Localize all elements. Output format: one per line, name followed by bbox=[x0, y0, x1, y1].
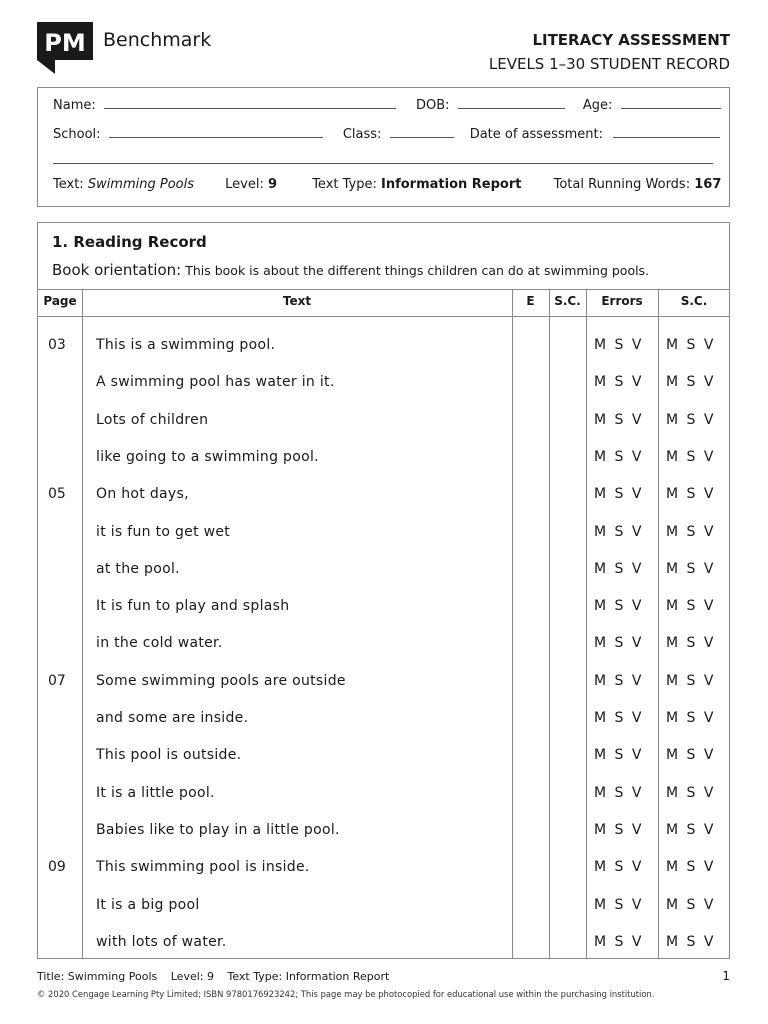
sc-msv[interactable]: M S V bbox=[666, 411, 714, 428]
copyright: © 2020 Cengage Learning Pty Limited; ISBN 9780176923242; This page may be photocopied for educational use within the purchasing institution. bbox=[37, 989, 655, 999]
text-cell: On hot days, bbox=[96, 486, 189, 503]
sc-msv[interactable]: M S V bbox=[666, 896, 714, 913]
page-title: LITERACY ASSESSMENT bbox=[532, 31, 730, 49]
name-label: Name: bbox=[53, 98, 96, 113]
errors-msv[interactable]: M S V bbox=[594, 448, 642, 465]
errors-msv[interactable]: M S V bbox=[594, 598, 642, 615]
text-cell: in the cold water. bbox=[96, 635, 223, 652]
table-row bbox=[38, 673, 729, 710]
errors-msv[interactable]: M S V bbox=[594, 411, 642, 428]
dob-label: DOB: bbox=[416, 98, 450, 113]
table-row bbox=[38, 747, 729, 784]
sc-msv[interactable]: M S V bbox=[666, 374, 714, 391]
school-label: School: bbox=[53, 127, 101, 142]
errors-msv[interactable]: M S V bbox=[594, 635, 642, 652]
errors-msv[interactable]: M S V bbox=[594, 784, 642, 801]
orientation-label: Book orientation: bbox=[52, 261, 182, 279]
table-row bbox=[38, 710, 729, 747]
sc-msv[interactable]: M S V bbox=[666, 448, 714, 465]
text-cell: Babies like to play in a little pool. bbox=[96, 821, 340, 838]
orientation-text: This book is about the different things children can do at swimming pools. bbox=[185, 263, 650, 278]
pm-logo-icon bbox=[37, 22, 93, 74]
info-row-1 bbox=[53, 96, 714, 113]
sc-msv[interactable]: M S V bbox=[666, 672, 714, 689]
errors-msv[interactable]: M S V bbox=[594, 859, 642, 876]
page-number: 1 bbox=[722, 969, 730, 983]
sc-msv[interactable]: M S V bbox=[666, 821, 714, 838]
errors-msv[interactable]: M S V bbox=[594, 486, 642, 503]
table-row bbox=[38, 524, 729, 561]
text-cell: A swimming pool has water in it. bbox=[96, 374, 335, 391]
date-label: Date of assessment: bbox=[469, 127, 604, 142]
col-sc: S.C. bbox=[554, 294, 581, 308]
sc-msv[interactable]: M S V bbox=[666, 710, 714, 726]
col-sc-msv: S.C. bbox=[680, 294, 708, 308]
text-cell: Lots of children bbox=[96, 411, 209, 428]
type-label: Text Type: bbox=[312, 177, 377, 192]
sc-msv[interactable]: M S V bbox=[666, 747, 714, 764]
class-label: Class: bbox=[342, 127, 382, 142]
reading-record-box bbox=[37, 222, 730, 959]
page-number-cell: 05 bbox=[48, 486, 66, 503]
col-page: Page bbox=[43, 294, 77, 308]
table-row bbox=[38, 412, 729, 449]
errors-msv[interactable]: M S V bbox=[594, 560, 642, 577]
book-orientation bbox=[52, 261, 649, 279]
errors-msv[interactable]: M S V bbox=[594, 523, 642, 540]
dob-field[interactable] bbox=[458, 96, 565, 109]
text-cell: It is a big pool bbox=[96, 896, 200, 913]
errors-msv[interactable]: M S V bbox=[594, 710, 642, 726]
table-row bbox=[38, 486, 729, 523]
school-field[interactable] bbox=[109, 125, 323, 138]
sc-msv[interactable]: M S V bbox=[666, 859, 714, 876]
col-errors: Errors bbox=[601, 294, 643, 308]
sc-msv[interactable]: M S V bbox=[666, 933, 714, 950]
page-number-cell: 09 bbox=[48, 859, 66, 876]
footer-level: Level: 9 bbox=[170, 970, 214, 983]
table-row bbox=[38, 859, 729, 896]
table-row bbox=[38, 635, 729, 672]
info-row-2 bbox=[53, 125, 714, 142]
footer-type: Text Type: Information Report bbox=[227, 970, 390, 983]
table-row bbox=[38, 598, 729, 635]
sc-msv[interactable]: M S V bbox=[666, 523, 714, 540]
page-number-cell: 03 bbox=[48, 337, 66, 353]
errors-msv[interactable]: M S V bbox=[594, 896, 642, 913]
text-cell: it is fun to get wet bbox=[96, 523, 231, 540]
age-field[interactable] bbox=[621, 96, 721, 109]
class-field[interactable] bbox=[390, 125, 454, 138]
table-row bbox=[38, 337, 729, 374]
info-row-3 bbox=[53, 177, 722, 192]
text-cell: It is fun to play and splash bbox=[96, 598, 290, 615]
divider-line bbox=[53, 163, 713, 164]
sc-msv[interactable]: M S V bbox=[666, 337, 714, 353]
errors-msv[interactable]: M S V bbox=[594, 672, 642, 689]
table-row bbox=[38, 934, 729, 971]
text-value: Swimming Pools bbox=[87, 177, 195, 192]
footer-title: Title: Swimming Pools bbox=[37, 970, 158, 983]
text-cell: with lots of water. bbox=[96, 933, 227, 950]
student-info-box bbox=[37, 87, 730, 207]
words-value: 167 bbox=[694, 177, 722, 192]
text-cell: It is a little pool. bbox=[96, 784, 215, 801]
table-row bbox=[38, 785, 729, 822]
footer-info bbox=[37, 970, 399, 983]
col-e: E bbox=[526, 294, 535, 308]
errors-msv[interactable]: M S V bbox=[594, 374, 642, 391]
sc-msv[interactable]: M S V bbox=[666, 486, 714, 503]
level-value: 9 bbox=[268, 177, 278, 192]
table-row bbox=[38, 897, 729, 934]
text-cell: and some are inside. bbox=[96, 710, 249, 726]
text-cell: This swimming pool is inside. bbox=[96, 859, 310, 876]
page-subtitle: LEVELS 1–30 STUDENT RECORD bbox=[488, 55, 730, 73]
errors-msv[interactable]: M S V bbox=[594, 747, 642, 764]
col-text: Text bbox=[282, 294, 312, 308]
errors-msv[interactable]: M S V bbox=[594, 337, 642, 353]
logo-text: PM bbox=[44, 29, 86, 57]
sc-msv[interactable]: M S V bbox=[666, 598, 714, 615]
section-title: 1. Reading Record bbox=[52, 233, 207, 251]
sc-msv[interactable]: M S V bbox=[666, 560, 714, 577]
words-label: Total Running Words: bbox=[553, 177, 691, 192]
name-field[interactable] bbox=[104, 96, 396, 109]
sc-msv[interactable]: M S V bbox=[666, 784, 714, 801]
page-number-cell: 07 bbox=[48, 672, 66, 689]
table-row bbox=[38, 449, 729, 486]
text-label: Text: bbox=[53, 177, 84, 192]
sc-msv[interactable]: M S V bbox=[666, 635, 714, 652]
age-label: Age: bbox=[582, 98, 613, 113]
text-cell: at the pool. bbox=[96, 560, 180, 577]
text-cell: This pool is outside. bbox=[96, 747, 242, 764]
errors-msv[interactable]: M S V bbox=[594, 821, 642, 838]
text-cell: like going to a swimming pool. bbox=[96, 448, 319, 465]
type-value: Information Report bbox=[381, 177, 522, 192]
table-row bbox=[38, 561, 729, 598]
table-header bbox=[38, 289, 729, 317]
date-field[interactable] bbox=[613, 125, 720, 138]
brand-name: Benchmark bbox=[103, 29, 212, 51]
text-cell: This is a swimming pool. bbox=[96, 337, 276, 353]
text-cell: Some swimming pools are outside bbox=[96, 672, 346, 689]
level-label: Level: bbox=[225, 177, 264, 192]
errors-msv[interactable]: M S V bbox=[594, 933, 642, 950]
table-row bbox=[38, 374, 729, 411]
table-row bbox=[38, 822, 729, 859]
